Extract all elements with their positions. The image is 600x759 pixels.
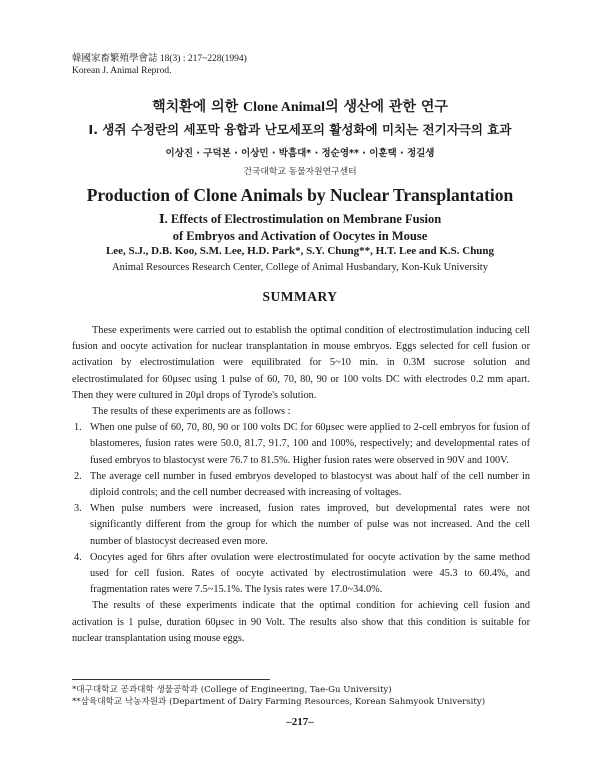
english-subtitle-line2: of Embryos and Activation of Oocytes in Mouse	[172, 229, 428, 243]
korean-authors: 이상진 · 구덕본 · 이상민 · 박흠대* · 정순영** · 이훈택 · 정길생	[165, 148, 435, 159]
journal-citation-english: Korean J. Animal Reprod.	[72, 66, 172, 76]
footnote-1: *대구대학교 공과대학 생물공학과 (College of Engineering, Tae-Gu University)	[72, 685, 392, 695]
journal-citation	[72, 53, 247, 77]
korean-subtitle: Ⅰ. 생쥐 수정란의 세포막 융합과 난모세포의 활성화에 미치는 전기자극의 효과	[88, 122, 512, 137]
summary-intro-paragraph: These experiments were carried out to establish the optimal condition of electrostimulation inducing cell fusion and oocyte activation for nuclear transplantation in mouse embryos. Eggs selected for cell fusion or activation by electrostimulation were equilibrated for 5~10 min. in 0.3M sucrose solution and electrostimulated for 60μsec using 1 pulse of 60, 70, 80, 90 or 100 volts DC with electrodes 0.2 mm apart. Then they were cultured in 20μl drops of Tyrode's solution.	[72, 325, 530, 401]
english-title: Production of Clone Animals by Nuclear Transplantation	[86, 185, 514, 205]
list-item	[72, 550, 530, 599]
korean-title-part1: 핵치환에 의한	[152, 99, 243, 115]
korean-title-part3: 의 생산에 관한 연구	[325, 99, 448, 115]
footnote-2: **삼육대학교 낙농자원과 (Department of Dairy Farming Resources, Korean Sahmyook University)	[72, 697, 486, 707]
english-authors: Lee, S.J., D.B. Koo, S.M. Lee, H.D. Park*, S.Y. Chung**, H.T. Lee and K.S. Chung	[105, 245, 495, 257]
list-item-number: 2.	[74, 470, 82, 482]
list-item-text: The average cell number in fused embryos developed to blastocyst was about half of the cell number in diploid controls; and the cell number decreased with increasing of voltages.	[90, 470, 530, 499]
list-item	[72, 501, 530, 550]
list-item-text: When pulse numbers were increased, fusion rates improved, but developmental rates were not significantly different from the group for which the number of pulse was not increased. And the cell number of blastocyst decreased even more.	[90, 503, 530, 547]
summary-body	[72, 323, 530, 647]
page-number: –217–	[286, 716, 314, 728]
english-affiliation: Animal Resources Research Center, College of Animal Husbandary, Kon-Kuk University	[112, 262, 488, 273]
korean-title-part2: Clone Animal	[243, 100, 326, 115]
results-list	[72, 420, 530, 598]
list-item-number: 1.	[74, 422, 82, 434]
results-intro: The results of these experiments are as follows :	[92, 406, 291, 418]
list-item-number: 4.	[74, 551, 82, 563]
list-item-number: 3.	[74, 503, 82, 515]
summary-heading: SUMMARY	[262, 289, 338, 304]
english-subtitle-line1: Ⅰ. Effects of Electrostimulation on Membrane Fusion	[158, 212, 442, 226]
journal-citation-korean: 韓國家畜繁殖學會誌 18(3) : 217~228(1994)	[72, 54, 247, 64]
conclusion-paragraph: The results of these experiments indicate that the optimal condition for achieving cell fusion and activation is 1 pulse, duration 60μsec in 90 Volt. The results also show that this condition is suitable for nuclear transplantation using mouse eggs.	[72, 600, 530, 644]
list-item-text: Oocytes aged for 6hrs after ovulation were electrostimulated for oocyte activation by the same method used for cell fusion. Rates of oocyte activated by electrostimulation were 45.3 to 60.4%, and fragmentation rates were 7.5~15.1%. The lysis rates were 17.0~34.0%.	[90, 551, 530, 596]
korean-affiliation: 건국대학교 동물자원연구센터	[243, 167, 357, 177]
list-item	[72, 420, 530, 469]
list-item	[72, 469, 530, 501]
korean-title	[0, 96, 600, 116]
list-item-text: When one pulse of 60, 70, 80, 90 or 100 volts DC for 60μsec were applied to 2-cell embryos for fusion of blastomeres, fusion rates were 50.0, 81.7, 91.7, 100 and 100%, respectively; and developmental rates of fused embryos to blastocyst were 76.7 to 81.5%. Higher fusion rates were observed in 90V and 100V.	[90, 422, 530, 466]
footnote-divider	[72, 679, 270, 680]
